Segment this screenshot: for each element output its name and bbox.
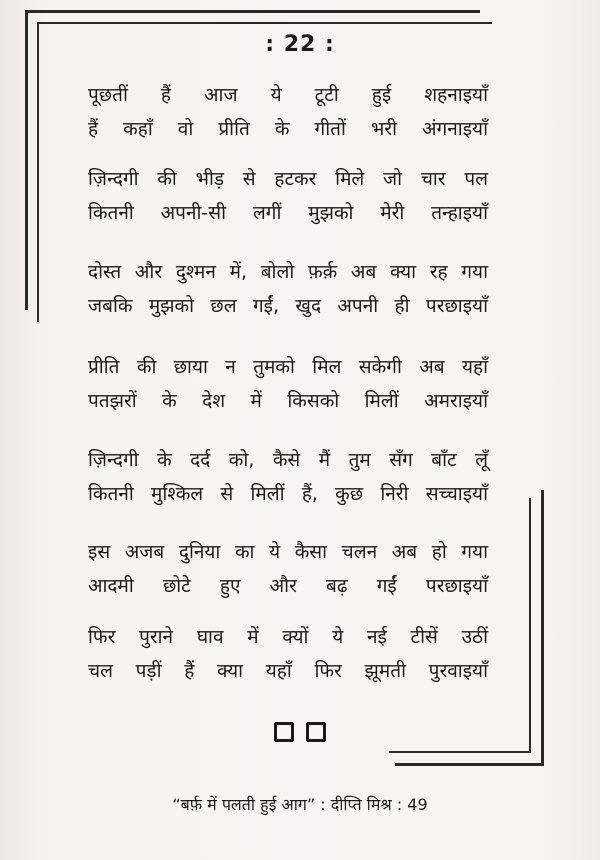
- square-outline-icon: [306, 722, 326, 742]
- verse-line: प्रीति की छाया न तुमको मिल सकेगी अब यहाँ: [88, 356, 488, 378]
- verse-line: पूछतीं हैं आज ये टूटी हुई शहनाइयाँ: [88, 84, 488, 106]
- border-line-top-outer: [25, 10, 480, 13]
- stanza-7: [88, 620, 488, 688]
- stanza-6: [88, 535, 488, 603]
- verse-line: हैं कहाँ वो प्रीति के गीतों भरी अंगनाइयाँ: [88, 118, 488, 140]
- stanza-2: [88, 162, 488, 230]
- verse-line: पतझरों के देश में किसको मिलीं अमराइयाँ: [88, 390, 488, 412]
- page-number: : 22 :: [265, 32, 335, 57]
- border-line-right-inner: [529, 498, 531, 753]
- stanza-5: [88, 443, 488, 511]
- verse-line: जबकि मुझको छल गईं, खुद अपनी ही परछाइयाँ: [88, 295, 488, 317]
- border-line-left-inner: [37, 22, 39, 322]
- verse-line: कितनी मुश्किल से मिलीं हैं, कुछ निरी सच्चाइयाँ: [88, 483, 488, 505]
- verse-line: ज़िन्दगी के दर्द को, कैसे मैं तुम सँग बाँट लूँ: [88, 449, 488, 471]
- square-outline-icon: [274, 722, 294, 742]
- verse-line: कितनी अपनी-सी लगीं मुझको मेरी तन्हाइयाँ: [88, 202, 488, 224]
- verse-line: दोस्त और दुश्मन में, बोलो फ़र्क़ अब क्या रह गया: [88, 261, 488, 283]
- border-line-bottom-outer: [395, 763, 544, 766]
- verse-line: आदमी छोटे हुए और बढ़ गईं परछाइयाँ: [88, 575, 488, 597]
- border-line-bottom-inner: [389, 751, 531, 753]
- border-line-top-inner: [37, 22, 492, 24]
- end-mark: [0, 722, 600, 742]
- verse-line: इस अजब दुनिया का ये कैसा चलन अब हो गया: [88, 541, 488, 563]
- stanza-4: [88, 350, 488, 418]
- stanza-3: [88, 255, 488, 323]
- verse-line: ज़िन्दगी की भीड़ से हटकर मिले जो चार पल: [88, 168, 488, 190]
- verse-line: चल पड़ीं हैं क्या यहाँ फिर झूमती पुरवाइयाँ: [88, 660, 488, 682]
- stanza-1: [88, 78, 488, 146]
- book-footer: “बर्फ़ में पलती हुई आग” : दीप्ति मिश्र : 49: [172, 795, 428, 814]
- verse-line: फिर पुराने घाव में क्यों ये नई टीसें उठीं: [88, 626, 488, 648]
